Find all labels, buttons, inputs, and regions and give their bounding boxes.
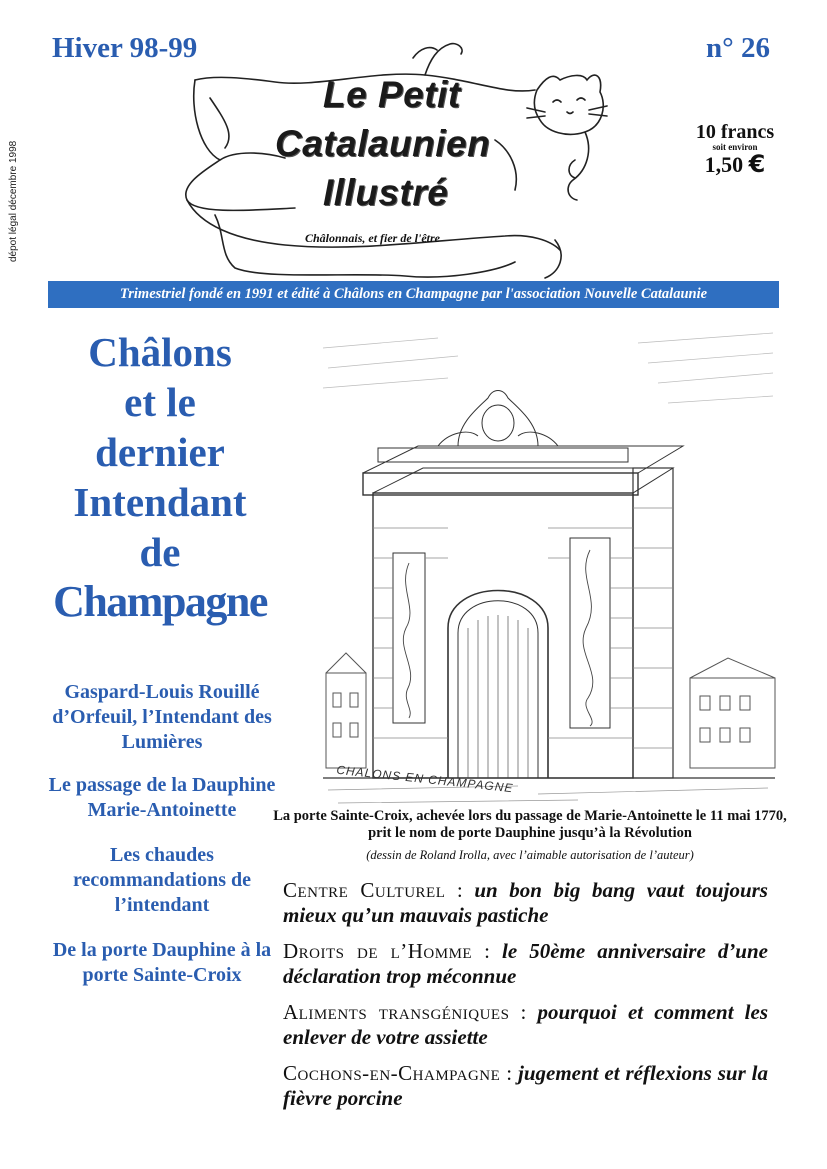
masthead-tagline: Châlonnais, et fier de l'être — [305, 231, 440, 245]
side-article: Le passage de la Dauphine Marie-Antoinette — [48, 774, 276, 821]
euro-icon: € — [748, 150, 766, 178]
headline-text: le 50ème anniversaire d’une déclaration trop méconnue — [283, 939, 768, 988]
headline-text: jugement et réflexions sur la fièvre porcine — [283, 1061, 768, 1110]
headline-item: Cochons-en-Champagne : jugement et réflexions sur la fièvre porcine — [283, 1061, 768, 1110]
headline-text: pourquoi et comment les enlever de votre assiette — [283, 1000, 768, 1049]
side-article: Gaspard-Louis Rouillé d’Orfeuil, l’Intendant des Lumières — [52, 681, 272, 753]
price-note: soit environ — [712, 142, 758, 152]
side-article: Les chaudes recommandations de l’intendant — [73, 844, 251, 916]
illustration-credit: (dessin de Roland Irolla, avec l’aimable autorisation de l’auteur) — [366, 848, 694, 862]
headline-text: un bon big bang vaut toujours mieux qu’un mauvais pastiche — [283, 878, 768, 927]
masthead-title-line1: Le Petit — [323, 74, 461, 115]
headline-label: Cochons-en-Champagne — [283, 1061, 501, 1085]
side-article: De la porte Dauphine à la porte Sainte-Croix — [52, 939, 272, 986]
price-euro — [680, 150, 790, 178]
headline-item: Droits de l’Homme : le 50ème anniversaire d’une déclaration trop méconnue — [283, 939, 768, 988]
issue-number: n° 26 — [706, 32, 770, 64]
price-francs: 10 francs — [695, 121, 775, 143]
headline-item: Aliments transgéniques : pourquoi et comment les enlever de votre assiette — [283, 1000, 768, 1049]
headline-label: Centre Culturel — [283, 878, 446, 902]
legal-deposit: dépot légal décembre 1998 — [8, 140, 19, 262]
headline-label: Aliments transgéniques — [283, 1000, 510, 1024]
cover-headline-line: dernier — [95, 429, 225, 475]
masthead-title-line3: Illustré — [323, 172, 449, 213]
price-euro-value: 1,50 — [704, 152, 744, 177]
price-box — [680, 121, 790, 178]
cover-headline-line: Champagne — [53, 577, 267, 626]
cover-headline — [30, 327, 290, 627]
issue-season: Hiver 98-99 — [52, 32, 198, 64]
cover-headline-line: et le — [124, 379, 196, 425]
cover-headline-line: de — [139, 529, 181, 575]
headline-label: Droits de l’Homme — [283, 939, 473, 963]
cover-headline-line: Châlons — [88, 329, 232, 375]
headline-list — [283, 878, 768, 1122]
masthead-title-line2: Catalaunien — [275, 123, 491, 164]
drawing-inscription: CHALONS EN CHAMPAGNE — [335, 762, 515, 796]
cover-headline-line: Intendant — [73, 479, 247, 525]
publication-banner: Trimestriel fondé en 1991 et édité à Châlons en Champagne par l'association Nouvelle Catalaunie — [48, 281, 779, 308]
porte-sainte-croix-drawing — [318, 328, 780, 808]
masthead-logo — [175, 40, 615, 290]
side-article-list — [42, 680, 282, 1008]
headline-item: Centre Culturel : un bon big bang vaut toujours mieux qu’un mauvais pastiche — [283, 878, 768, 927]
illustration-caption: La porte Sainte-Croix, achevée lors du passage de Marie-Antoinette le 11 mai 1770, prit le nom de porte Dauphine jusqu’à la Révolution — [273, 808, 787, 841]
